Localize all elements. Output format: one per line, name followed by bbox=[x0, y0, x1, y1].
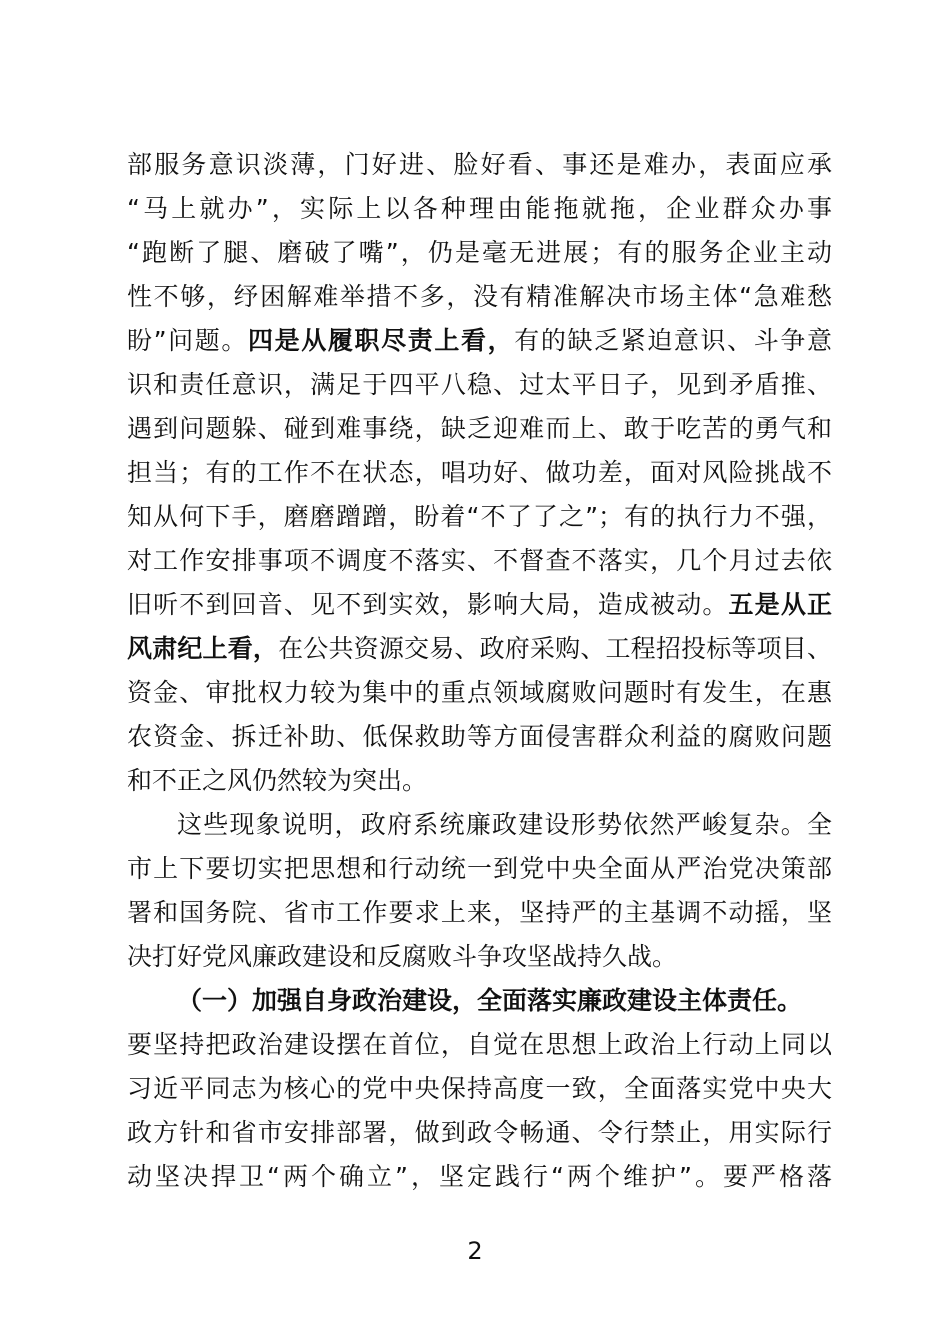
text-run: 有的缺乏紧迫意识、斗争意 bbox=[514, 326, 832, 355]
text-line: 这些现象说明，政府系统廉政建设形势依然严峻复杂。全 bbox=[177, 810, 832, 839]
bold-subheading: 四是从履职尽责上看， bbox=[248, 326, 515, 355]
bold-subheading: 五是从正 bbox=[728, 590, 832, 619]
text-line: 要坚持把政治建设摆在首位，自觉在思想上政治上行动上同以 bbox=[127, 1030, 832, 1059]
text-line: 遇到问题躲、碰到难事绕，缺乏迎难而上、敢于吃苦的勇气和 bbox=[127, 414, 832, 443]
text-line: “马上就办”，实际上以各种理由能拖就拖，企业群众办事 bbox=[127, 194, 832, 223]
text-line: 市上下要切实把思想和行动统一到党中央全面从严治党决策部 bbox=[127, 854, 832, 883]
text-line: 政方针和省市安排部署，做到政令畅通、令行禁止，用实际行 bbox=[127, 1118, 832, 1147]
text-line: 决打好党风廉政建设和反腐败斗争攻坚战持久战。 bbox=[127, 942, 678, 971]
text-run: 在公共资源交易、政府采购、工程招投标等项目、 bbox=[278, 634, 832, 663]
text-line: 识和责任意识，满足于四平八稳、过太平日子，见到矛盾推、 bbox=[127, 370, 832, 399]
bold-subheading: 风肃纪上看， bbox=[127, 634, 279, 663]
text-run: 旧听不到回音、见不到实效，影响大局，造成被动。 bbox=[127, 590, 729, 619]
text-line: 性不够，纾困解难举措不多，没有精准解决市场主体“急难愁 bbox=[127, 282, 832, 311]
text-line bbox=[127, 319, 832, 362]
text-line: “跑断了腿、磨破了嘴”，仍是毫无进展；有的服务企业主动 bbox=[127, 238, 832, 267]
text-line: 署和国务院、省市工作要求上来，坚持严的主基调不动摇，坚 bbox=[127, 898, 832, 927]
text-line: 担当；有的工作不在状态，唱功好、做功差，面对风险挑战不 bbox=[127, 458, 832, 487]
text-line: 习近平同志为核心的党中央保持高度一致，全面落实党中央大 bbox=[127, 1074, 832, 1103]
text-line: 动坚决捍卫“两个确立”，坚定践行“两个维护”。要严格落 bbox=[127, 1162, 832, 1191]
text-line: 知从何下手，磨磨蹭蹭，盼着“不了了之”；有的执行力不强， bbox=[127, 502, 832, 531]
text-run: 盼”问题。 bbox=[127, 326, 249, 355]
page-number: 2 bbox=[467, 1237, 483, 1265]
section-heading: （一）加强自身政治建设，全面落实廉政建设主体责任。 bbox=[177, 986, 803, 1015]
text-line: 和不正之风仍然较为突出。 bbox=[127, 766, 428, 795]
text-line bbox=[127, 583, 832, 626]
text-line: 农资金、拆迁补助、低保救助等方面侵害群众利益的腐败问题 bbox=[127, 722, 832, 751]
text-line: 对工作安排事项不调度不落实、不督查不落实，几个月过去依 bbox=[127, 546, 832, 575]
text-line bbox=[127, 627, 832, 670]
text-line: 资金、审批权力较为集中的重点领域腐败问题时有发生，在惠 bbox=[127, 678, 832, 707]
text-line: 部服务意识淡薄，门好进、脸好看、事还是难办，表面应承 bbox=[127, 150, 832, 179]
